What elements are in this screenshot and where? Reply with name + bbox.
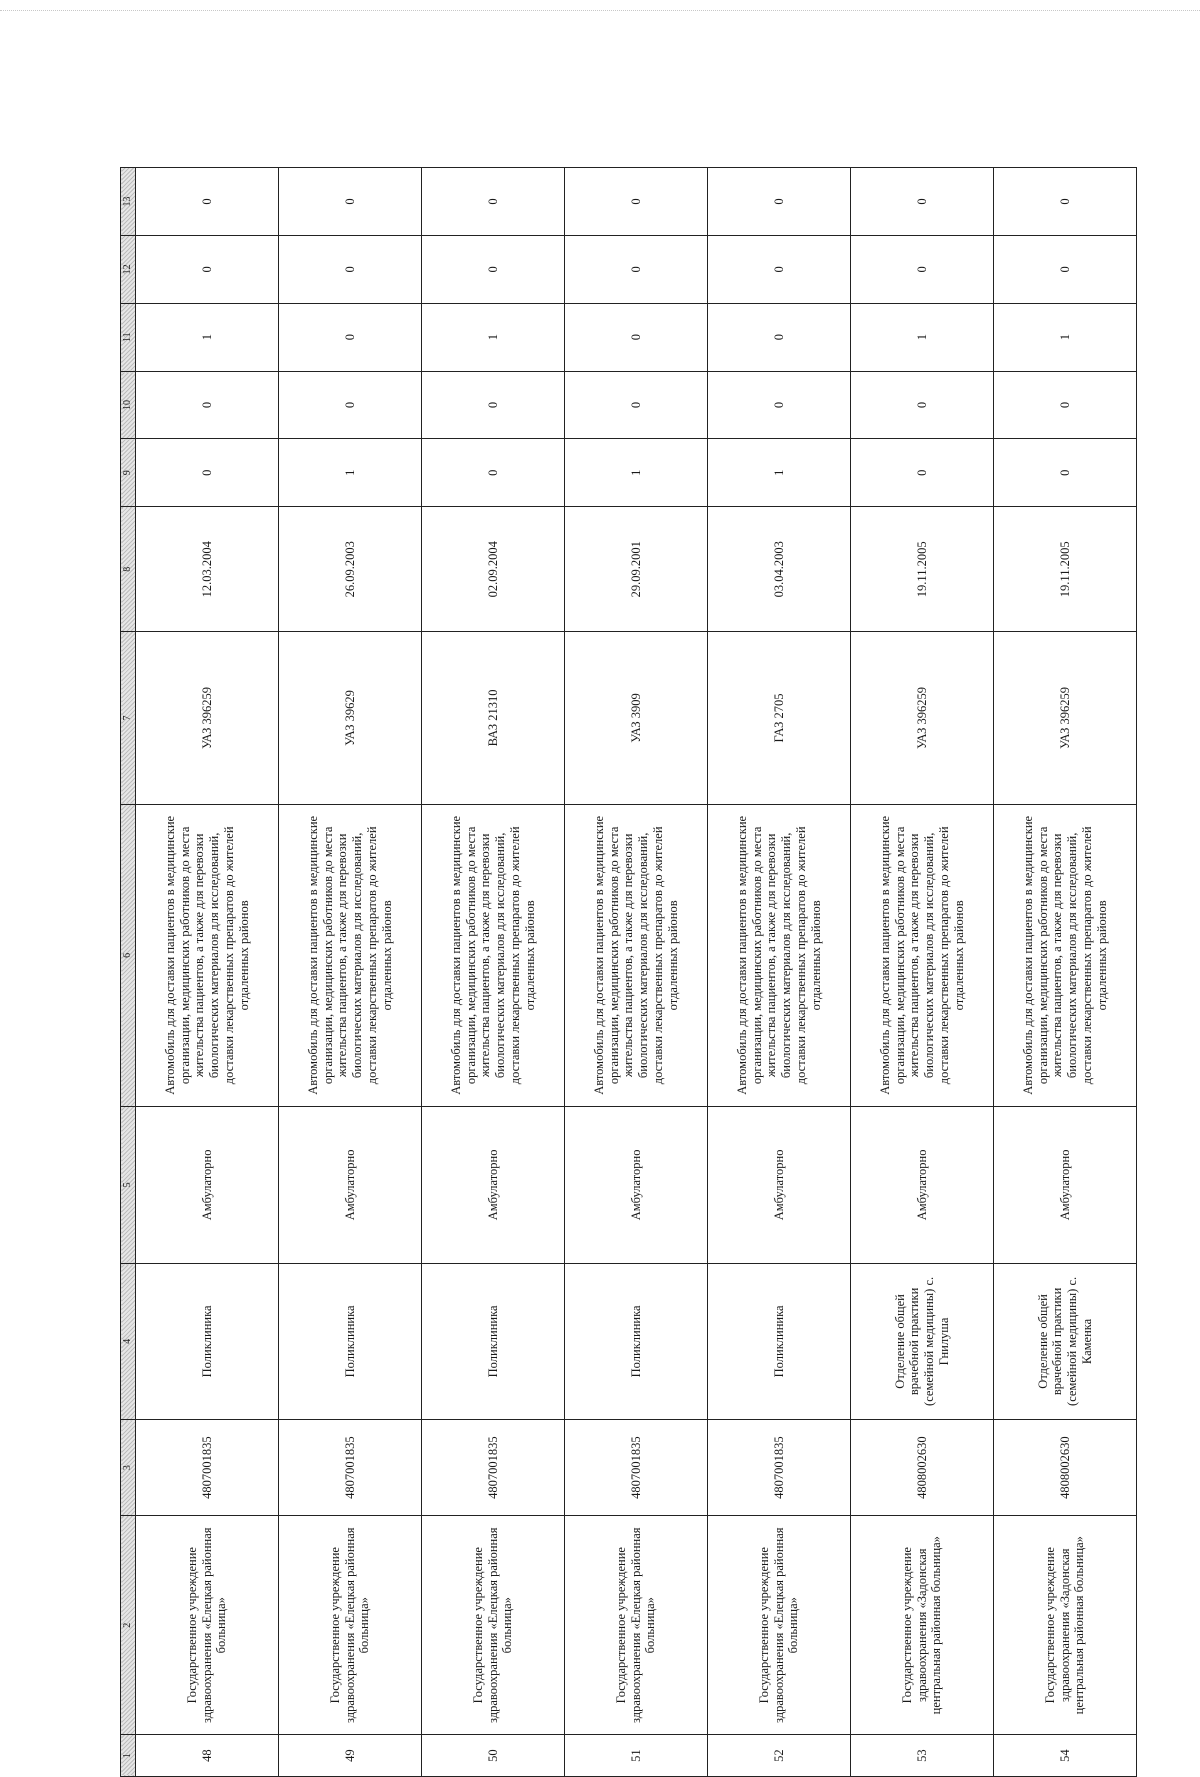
vehicle-purpose: Автомобиль для доставки пациентов в медицинские организации, медицинских работников до места жительства пациентов, а также для перевозки биологических материалов для исследований, доставки лекарственных препаратов до жителей отдаленных районов [565, 804, 708, 1107]
col9-value: 0 [136, 439, 279, 507]
registration-date: 12.03.2004 [136, 507, 279, 632]
col12-value: 0 [851, 235, 994, 303]
organization-name: Государственное учреждение здравоохранения «Елецкая районная больница» [422, 1516, 565, 1735]
col10-value: 0 [851, 371, 994, 439]
col13-value: 0 [422, 168, 565, 236]
col13-value: 0 [565, 168, 708, 236]
inn-code: 4807001835 [136, 1420, 279, 1516]
header-cell: 13 [121, 168, 136, 236]
unit-name: Поликлиника [565, 1263, 708, 1420]
vehicle-registry-table [120, 167, 1137, 1777]
scan-edge-line [0, 10, 1200, 11]
care-condition: Амбулаторно [708, 1107, 851, 1264]
col13-value: 0 [708, 168, 851, 236]
col13-value: 0 [851, 168, 994, 236]
col11-value: 1 [422, 303, 565, 371]
vehicle-model: УАЗ 39629 [279, 632, 422, 804]
table-row [565, 168, 708, 1777]
vehicle-purpose: Автомобиль для доставки пациентов в медицинские организации, медицинских работников до места жительства пациентов, а также для перевозки биологических материалов для исследований, доставки лекарственных препаратов до жителей отдаленных районов [708, 804, 851, 1107]
inn-code: 4807001835 [422, 1420, 565, 1516]
header-cell: 2 [121, 1516, 136, 1735]
col12-value: 0 [279, 235, 422, 303]
row-number: 50 [422, 1735, 565, 1777]
col10-value: 0 [565, 371, 708, 439]
table-row [136, 168, 279, 1777]
inn-code: 4808002630 [994, 1420, 1137, 1516]
unit-name: Поликлиника [279, 1263, 422, 1420]
col11-value: 0 [708, 303, 851, 371]
vehicle-model: УАЗ 396259 [136, 632, 279, 804]
col10-value: 0 [422, 371, 565, 439]
vehicle-model: УАЗ 396259 [851, 632, 994, 804]
unit-name: Отделение общей врачебной практики (семейной медицины) с. Гнилуша [851, 1263, 994, 1420]
vehicle-model: УАЗ 3909 [565, 632, 708, 804]
table-row [994, 168, 1137, 1777]
col9-value: 1 [708, 439, 851, 507]
row-number: 49 [279, 1735, 422, 1777]
vehicle-model: ГАЗ 2705 [708, 632, 851, 804]
inn-code: 4807001835 [565, 1420, 708, 1516]
inn-code: 4807001835 [708, 1420, 851, 1516]
col13-value: 0 [136, 168, 279, 236]
col9-value: 0 [994, 439, 1137, 507]
unit-name: Поликлиника [136, 1263, 279, 1420]
col12-value: 0 [565, 235, 708, 303]
vehicle-model: ВАЗ 21310 [422, 632, 565, 804]
header-cell: 9 [121, 439, 136, 507]
col12-value: 0 [422, 235, 565, 303]
row-number: 52 [708, 1735, 851, 1777]
registration-date: 03.04.2003 [708, 507, 851, 632]
unit-name: Поликлиника [422, 1263, 565, 1420]
col10-value: 0 [279, 371, 422, 439]
col11-value: 1 [851, 303, 994, 371]
vehicle-purpose: Автомобиль для доставки пациентов в медицинские организации, медицинских работников до места жительства пациентов, а также для перевозки биологических материалов для исследований, доставки лекарственных препаратов до жителей отдаленных районов [422, 804, 565, 1107]
header-cell: 6 [121, 804, 136, 1107]
col9-value: 0 [422, 439, 565, 507]
col12-value: 0 [136, 235, 279, 303]
header-cell: 5 [121, 1107, 136, 1264]
header-cell: 3 [121, 1420, 136, 1516]
col12-value: 0 [994, 235, 1137, 303]
vehicle-purpose: Автомобиль для доставки пациентов в медицинские организации, медицинских работников до места жительства пациентов, а также для перевозки биологических материалов для исследований, доставки лекарственных препаратов до жителей отдаленных районов [851, 804, 994, 1107]
header-cell: 1 [121, 1735, 136, 1777]
col13-value: 0 [279, 168, 422, 236]
vehicle-purpose: Автомобиль для доставки пациентов в медицинские организации, медицинских работников до места жительства пациентов, а также для перевозки биологических материалов для исследований, доставки лекарственных препаратов до жителей отдаленных районов [136, 804, 279, 1107]
vehicle-model: УАЗ 396259 [994, 632, 1137, 804]
col11-value: 0 [279, 303, 422, 371]
col9-value: 1 [279, 439, 422, 507]
col9-value: 0 [851, 439, 994, 507]
column-number-header [121, 168, 136, 1777]
header-cell: 11 [121, 303, 136, 371]
care-condition: Амбулаторно [279, 1107, 422, 1264]
inn-code: 4807001835 [279, 1420, 422, 1516]
care-condition: Амбулаторно [422, 1107, 565, 1264]
row-number: 53 [851, 1735, 994, 1777]
organization-name: Государственное учреждение здравоохранения «Елецкая районная больница» [279, 1516, 422, 1735]
col10-value: 0 [708, 371, 851, 439]
registration-date: 26.09.2003 [279, 507, 422, 632]
unit-name: Отделение общей врачебной практики (семейной медицины) с. Каменка [994, 1263, 1137, 1420]
col11-value: 0 [565, 303, 708, 371]
table-row [851, 168, 994, 1777]
col13-value: 0 [994, 168, 1137, 236]
inn-code: 4808002630 [851, 1420, 994, 1516]
col12-value: 0 [708, 235, 851, 303]
vehicle-purpose: Автомобиль для доставки пациентов в медицинские организации, медицинских работников до места жительства пациентов, а также для перевозки биологических материалов для исследований, доставки лекарственных препаратов до жителей отдаленных районов [279, 804, 422, 1107]
col10-value: 0 [994, 371, 1137, 439]
header-cell: 12 [121, 235, 136, 303]
organization-name: Государственное учреждение здравоохранения «Елецкая районная больница» [708, 1516, 851, 1735]
registration-date: 19.11.2005 [851, 507, 994, 632]
table-row [422, 168, 565, 1777]
header-cell: 4 [121, 1263, 136, 1420]
col9-value: 1 [565, 439, 708, 507]
registration-date: 29.09.2001 [565, 507, 708, 632]
table-row [708, 168, 851, 1777]
registration-date: 19.11.2005 [994, 507, 1137, 632]
organization-name: Государственное учреждение здравоохранения «Елецкая районная больница» [136, 1516, 279, 1735]
col11-value: 1 [994, 303, 1137, 371]
care-condition: Амбулаторно [851, 1107, 994, 1264]
care-condition: Амбулаторно [565, 1107, 708, 1264]
table-row [279, 168, 422, 1777]
organization-name: Государственное учреждение здравоохранения «Задонская центральная районная больница» [994, 1516, 1137, 1735]
header-cell: 10 [121, 371, 136, 439]
unit-name: Поликлиника [708, 1263, 851, 1420]
rotated-table-container [120, 167, 1200, 1777]
row-number: 48 [136, 1735, 279, 1777]
registration-date: 02.09.2004 [422, 507, 565, 632]
organization-name: Государственное учреждение здравоохранения «Задонская центральная районная больница» [851, 1516, 994, 1735]
col11-value: 1 [136, 303, 279, 371]
care-condition: Амбулаторно [994, 1107, 1137, 1264]
header-cell: 8 [121, 507, 136, 632]
col10-value: 0 [136, 371, 279, 439]
row-number: 54 [994, 1735, 1137, 1777]
care-condition: Амбулаторно [136, 1107, 279, 1264]
row-number: 51 [565, 1735, 708, 1777]
vehicle-purpose: Автомобиль для доставки пациентов в медицинские организации, медицинских работников до места жительства пациентов, а также для перевозки биологических материалов для исследований, доставки лекарственных препаратов до жителей отдаленных районов [994, 804, 1137, 1107]
organization-name: Государственное учреждение здравоохранения «Елецкая районная больница» [565, 1516, 708, 1735]
header-cell: 7 [121, 632, 136, 804]
